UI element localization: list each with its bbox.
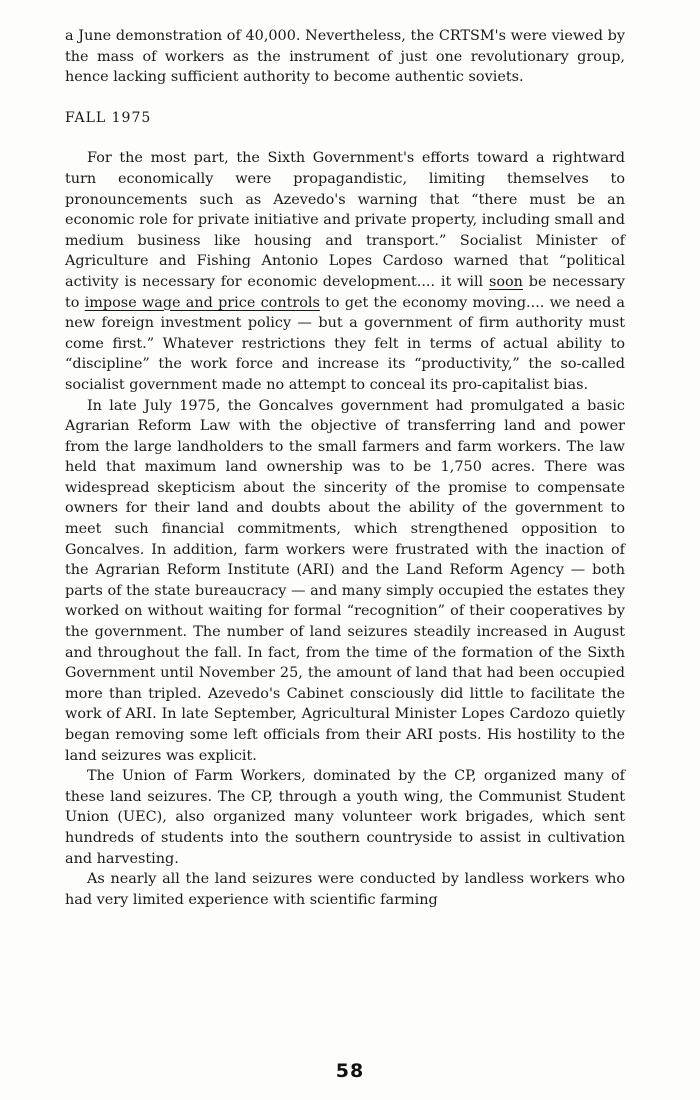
underlined-text: soon xyxy=(488,273,523,290)
page-number: 58 xyxy=(335,1060,365,1082)
paragraph-agrarian-reform: In late July 1975, the Goncalves government had promulgated a basic Agrarian Reform Law with the objective of transferring land and power from the large landholders to the small farmers and farm workers. The law held that maximum land ownership was to be 1,750 acres. There was widespread skepticism about the sincerity of the promise to compensate owners for their land and doubts about the ability of the government to meet such financial commitments, which strengthened opposition to Goncalves. In addition, farm workers were frustrated with the inaction of the Agrarian Reform Institute (ARI) and the Land Reform Agency — both parts of the state bureaucracy — and many simply occupied the estates they worked on without waiting for formal “recognition” of their cooperatives by the government. The number of land seizures steadily increased in August and throughout the fall. In fact, from the time of the formation of the Sixth Government until November 25, the amount of land that had been occupied more than tripled. Azevedo's Cabinet consciously did little to facilitate the work of ARI. In late September, Agricultural Minister Lopes Cardozo quietly began removing some left officials from their ARI posts. His hostility to the land seizures was explicit. xyxy=(65,397,625,764)
spacer xyxy=(65,88,625,108)
section-heading: FALL 1975 xyxy=(65,109,152,126)
paragraph-economic-turn xyxy=(65,148,625,395)
underlined-text: impose wage and price controls xyxy=(84,294,320,311)
paragraph-text: be necessary to xyxy=(65,273,625,311)
paragraph-text: to get the economy moving.... we need a new foreign investment policy — but a government of firm authority must come first.” Whatever restrictions they felt in terms of actual ability to “discipline” the work force and increase its “productivity,” the so-called socialist government made no attempt to conceal its pro-capitalist bias. xyxy=(65,294,625,393)
paragraph-text: For the most part, the Sixth Government's efforts toward a rightward turn economically were propagandistic, limiting themselves to pronouncements such as Azevedo's warning that “there must be an economic role for private initiative and private property, including small and medium business like housing and transport.” Socialist Minister of Agriculture and Fishing Antonio Lopes Cardoso warned that “political activity is necessary for economic development.... it will xyxy=(65,150,625,290)
paragraph-land-seizures: As nearly all the land seizures were conducted by landless workers who had very limited experience with scientific farming xyxy=(65,871,625,908)
spacer xyxy=(65,128,625,148)
opening-paragraph: a June demonstration of 40,000. Nevertheless, the CRTSM's were viewed by the mass of workers as the instrument of just one revolutionary group, hence lacking sufficient authority to become authentic soviets. xyxy=(65,28,625,86)
paragraph-farm-workers-union: The Union of Farm Workers, dominated by the CP, organized many of these land seizures. The CP, through a youth wing, the Communist Student Union (UEC), also organized many volunteer work brigades, which sent hundreds of students into the southern countryside to assist in cultivation and harvesting. xyxy=(65,768,625,867)
body-text xyxy=(65,26,625,910)
